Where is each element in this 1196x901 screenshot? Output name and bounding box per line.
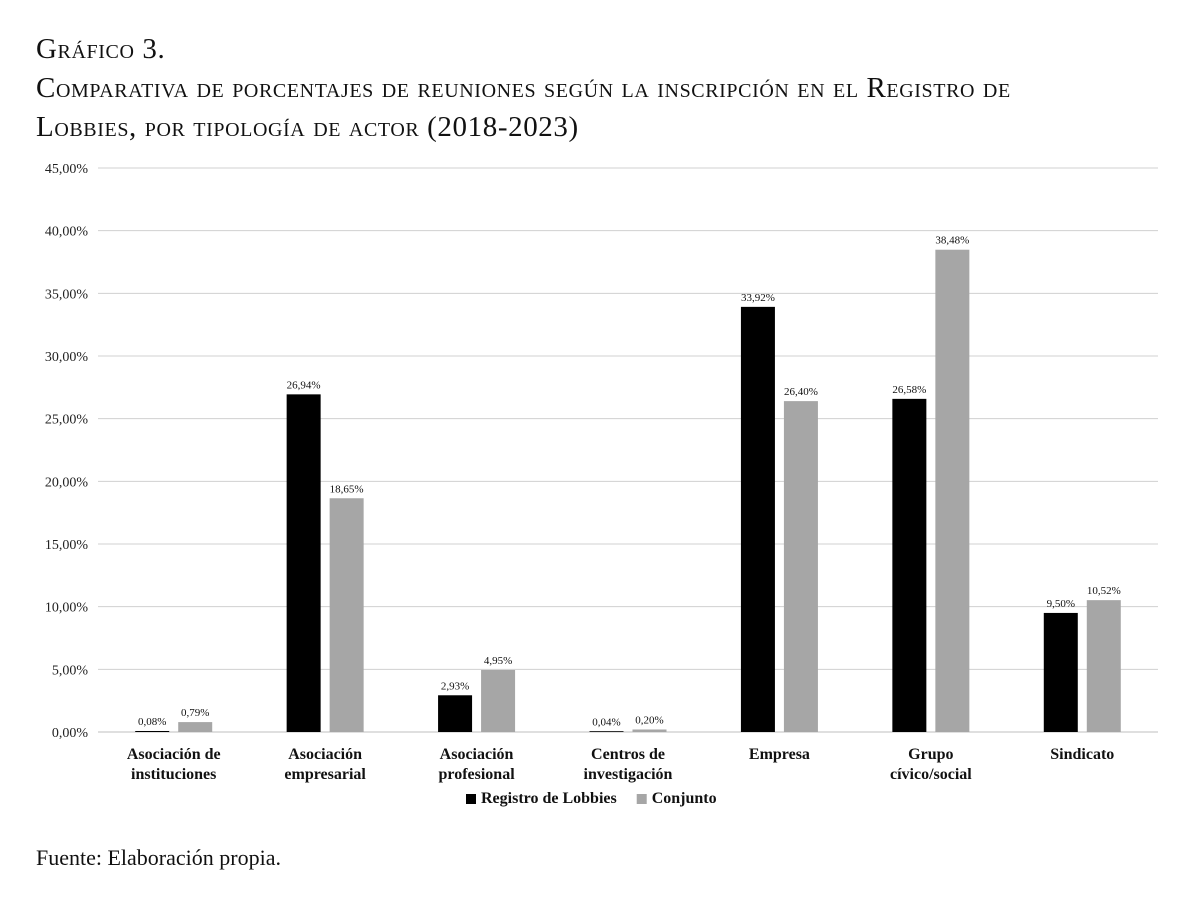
- bar-conjunto: [784, 401, 818, 732]
- data-label: 2,93%: [440, 680, 470, 693]
- bar-conjunto: [330, 498, 364, 732]
- data-label: 26,94%: [286, 379, 321, 392]
- legend-swatch-conjunto: [637, 794, 647, 804]
- legend-label-conjunto: Conjunto: [651, 790, 717, 807]
- bar-registro: [1044, 613, 1078, 732]
- category-label: Sindicato: [1050, 746, 1115, 763]
- legend-swatch-registro: [466, 794, 476, 804]
- data-label: 4,95%: [483, 654, 513, 667]
- category-label: Asociación empresarial: [284, 746, 366, 783]
- data-label: 9,50%: [1046, 597, 1075, 610]
- y-tick-label: 5,00%: [51, 663, 88, 679]
- bar-conjunto: [935, 250, 969, 732]
- y-tick-label: 30,00%: [44, 350, 88, 365]
- data-label: 38,48%: [935, 234, 970, 247]
- y-tick-label: 40,00%: [44, 224, 88, 240]
- category-label: Grupo cívico/social: [889, 746, 972, 783]
- data-label: 26,40%: [783, 386, 818, 399]
- y-tick-label: 35,00%: [44, 287, 88, 303]
- data-label: 10,52%: [1086, 585, 1121, 598]
- data-label: 0,20%: [635, 714, 664, 727]
- y-tick-label: 20,00%: [44, 475, 88, 491]
- y-tick-label: 25,00%: [44, 412, 88, 428]
- bar-registro: [438, 695, 472, 732]
- bar-conjunto: [178, 722, 212, 732]
- data-label: 0,04%: [592, 716, 621, 729]
- bar-registro: [135, 731, 169, 732]
- chart-title: [36, 30, 1166, 147]
- bar-registro: [590, 731, 624, 732]
- bar-registro: [892, 399, 926, 732]
- data-label: 18,65%: [329, 483, 364, 496]
- legend-label-registro: Registro de Lobbies: [481, 790, 617, 807]
- data-label: 0,79%: [181, 707, 210, 720]
- category-label: Asociación de instituciones: [126, 746, 221, 783]
- category-label: Asociación profesional: [438, 746, 515, 783]
- bar-conjunto: [481, 670, 515, 732]
- source-note: Fuente: Elaboración propia.: [36, 845, 281, 870]
- title-line-3: Lobbies, por tipología de actor (2018-2023): [36, 111, 579, 143]
- title-line-2: Comparativa de porcentajes de reuniones según la inscripción en el Registro de: [36, 72, 1011, 104]
- data-label: 0,08%: [138, 715, 167, 728]
- bar-chart: [0, 150, 1196, 830]
- data-label: 26,58%: [892, 383, 927, 396]
- bar-conjunto: [1087, 600, 1121, 732]
- y-tick-label: 0,00%: [51, 726, 88, 741]
- y-tick-label: 15,00%: [44, 538, 88, 553]
- y-tick-label: 45,00%: [44, 162, 88, 177]
- title-line-1: Gráfico 3.: [36, 33, 166, 65]
- category-label: Empresa: [748, 746, 810, 763]
- bar-registro: [741, 307, 775, 732]
- category-label: Centros de investigación: [583, 746, 673, 783]
- data-label: 33,92%: [740, 291, 775, 304]
- bar-conjunto: [633, 729, 667, 732]
- y-tick-label: 10,00%: [44, 600, 88, 616]
- bar-registro: [287, 394, 321, 732]
